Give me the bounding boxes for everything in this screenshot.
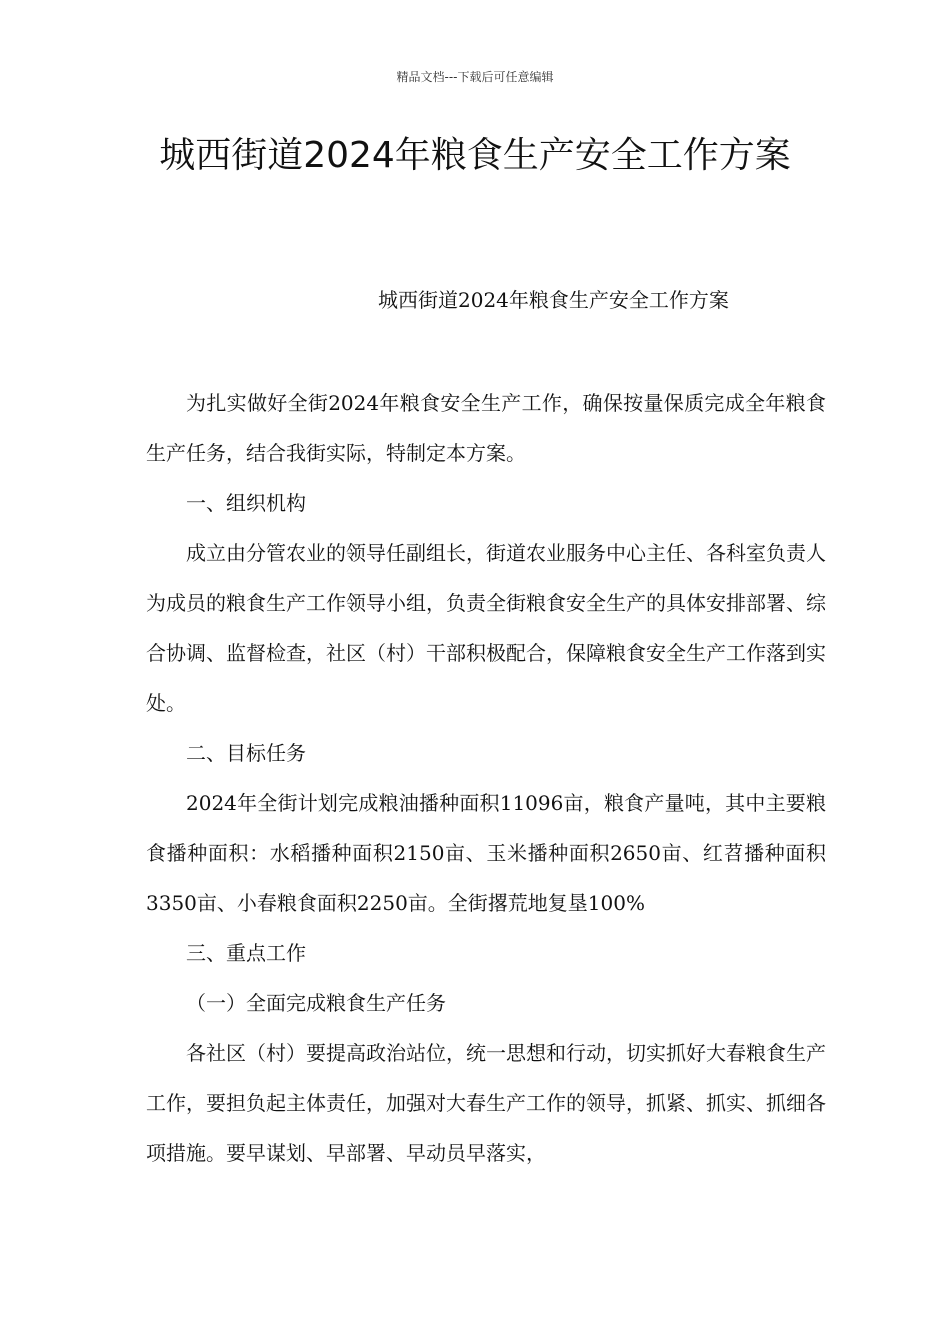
document-subtitle: 城西街道2024年粮食生产安全工作方案 xyxy=(378,288,729,312)
paragraph-targets: 2024年全街计划完成粮油播种面积11096亩，粮食产量吨，其中主要粮食播种面积：水稻播种面积2150亩、玉米播种面积2650亩、红苕播种面积3350亩、小春粮食面积2250亩。全街撂荒地复垦100% xyxy=(146,791,826,915)
section-heading-targets: 二、目标任务 xyxy=(186,741,306,765)
section-heading-organization: 一、组织机构 xyxy=(186,491,306,515)
paragraph-complete-tasks: 各社区（村）要提高政治站位，统一思想和行动，切实抓好大春粮食生产工作，要担负起主体责任，加强对大春生产工作的领导，抓紧、抓实、抓细各项措施。要早谋划、早部署、早动员早落实， xyxy=(146,1041,826,1165)
document-body xyxy=(146,378,826,1178)
paragraph-organization: 成立由分管农业的领导任副组长，街道农业服务中心主任、各科室负责人为成员的粮食生产工作领导小组，负责全街粮食安全生产的具体安排部署、综合协调、监督检查，社区（村）干部积极配合，保障粮食安全生产工作落到实处。 xyxy=(146,541,826,715)
paragraph-intro: 为扎实做好全街2024年粮食安全生产工作，确保按量保质完成全年粮食生产任务，结合我街实际，特制定本方案。 xyxy=(146,391,826,465)
document-title: 城西街道2024年粮食生产安全工作方案 xyxy=(159,135,791,176)
header-note: 精品文档---下载后可任意编辑 xyxy=(396,70,554,84)
subsection-heading-complete-tasks: （一）全面完成粮食生产任务 xyxy=(186,991,446,1015)
section-heading-key-work: 三、重点工作 xyxy=(186,941,306,965)
